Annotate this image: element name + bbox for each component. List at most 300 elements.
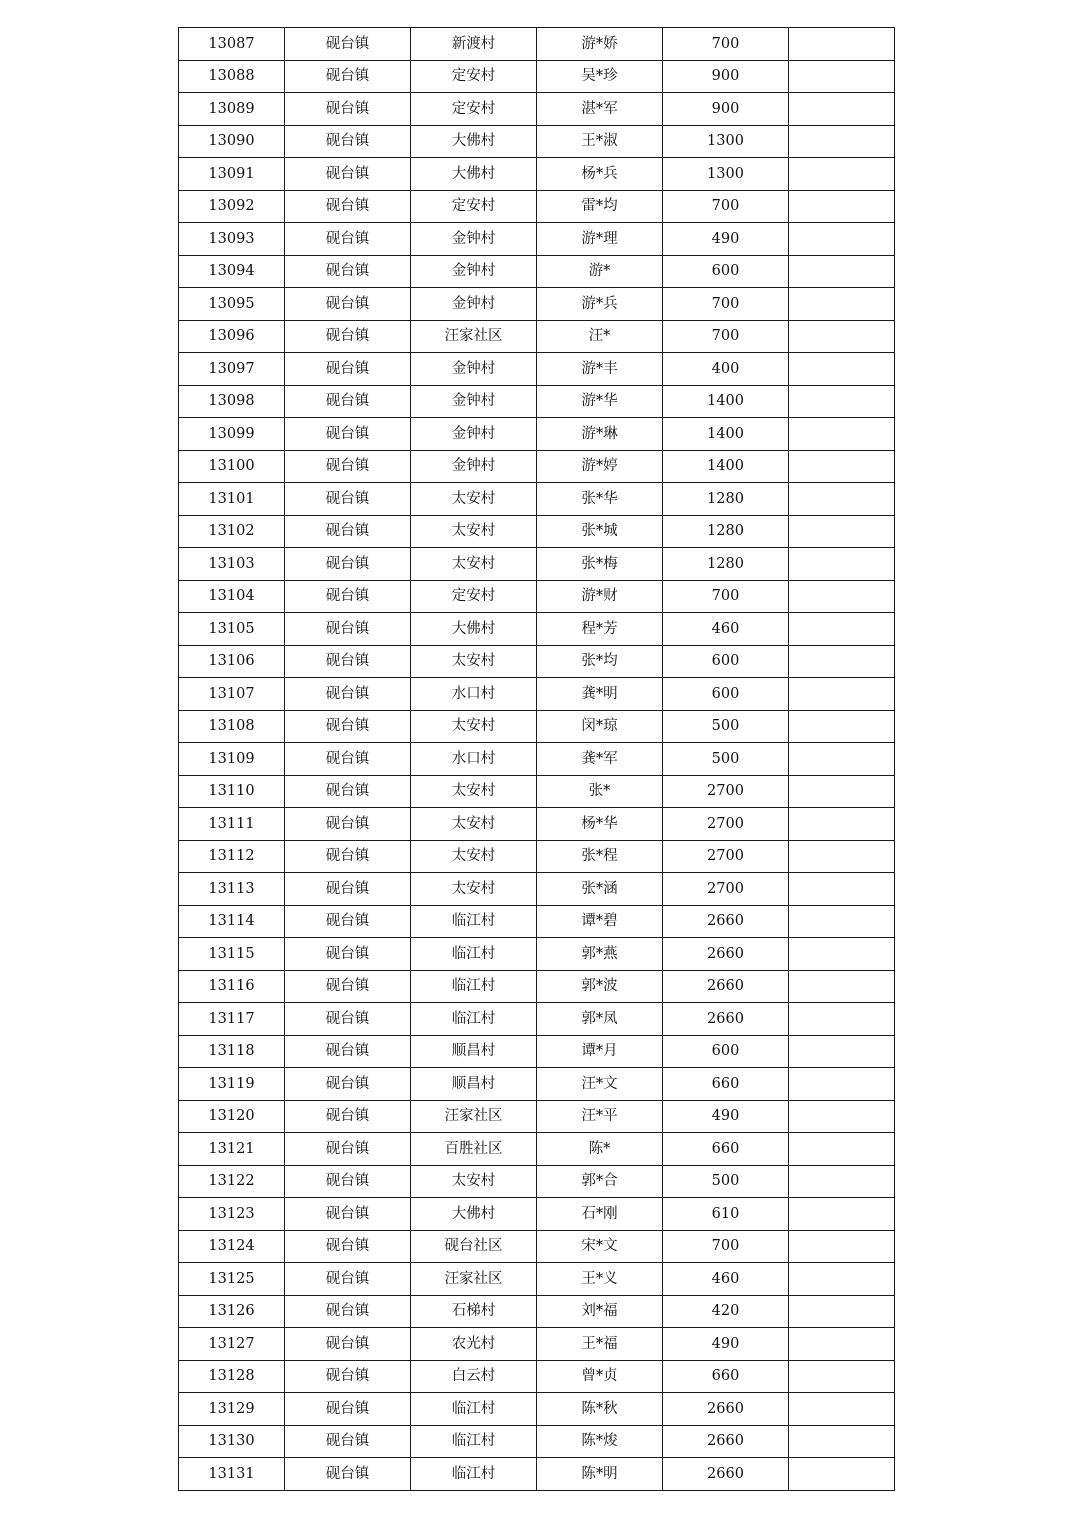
name-cell: 雷*均: [537, 190, 663, 223]
town-cell: 砚台镇: [285, 223, 411, 256]
amount-cell: 660: [663, 1133, 789, 1166]
town-cell: 砚台镇: [285, 548, 411, 581]
name-cell: 王*义: [537, 1263, 663, 1296]
serial-number-cell: 13107: [179, 678, 285, 711]
amount-cell: 700: [663, 320, 789, 353]
town-cell: 砚台镇: [285, 1295, 411, 1328]
serial-number-cell: 13118: [179, 1035, 285, 1068]
amount-cell: 500: [663, 1165, 789, 1198]
town-cell: 砚台镇: [285, 1425, 411, 1458]
note-cell: [789, 548, 895, 581]
amount-cell: 1400: [663, 450, 789, 483]
note-cell: [789, 1263, 895, 1296]
serial-number-cell: 13101: [179, 483, 285, 516]
town-cell: 砚台镇: [285, 93, 411, 126]
amount-cell: 490: [663, 1328, 789, 1361]
village-cell: 顺昌村: [411, 1035, 537, 1068]
amount-cell: 2660: [663, 1458, 789, 1491]
village-cell: 定安村: [411, 580, 537, 613]
serial-number-cell: 13103: [179, 548, 285, 581]
name-cell: 郭*燕: [537, 938, 663, 971]
serial-number-cell: 13108: [179, 710, 285, 743]
note-cell: [789, 1458, 895, 1491]
name-cell: 汪*文: [537, 1068, 663, 1101]
village-cell: 水口村: [411, 743, 537, 776]
amount-cell: 460: [663, 613, 789, 646]
village-cell: 太安村: [411, 873, 537, 906]
name-cell: 张*程: [537, 840, 663, 873]
note-cell: [789, 515, 895, 548]
town-cell: 砚台镇: [285, 1003, 411, 1036]
note-cell: [789, 255, 895, 288]
amount-cell: 2700: [663, 808, 789, 841]
note-cell: [789, 970, 895, 1003]
town-cell: 砚台镇: [285, 1230, 411, 1263]
amount-cell: 2660: [663, 938, 789, 971]
town-cell: 砚台镇: [285, 1393, 411, 1426]
village-cell: 定安村: [411, 60, 537, 93]
village-cell: 金钟村: [411, 353, 537, 386]
serial-number-cell: 13119: [179, 1068, 285, 1101]
serial-number-cell: 13112: [179, 840, 285, 873]
town-cell: 砚台镇: [285, 450, 411, 483]
serial-number-cell: 13099: [179, 418, 285, 451]
name-cell: 陈*: [537, 1133, 663, 1166]
amount-cell: 2700: [663, 873, 789, 906]
note-cell: [789, 158, 895, 191]
name-cell: 宋*文: [537, 1230, 663, 1263]
town-cell: 砚台镇: [285, 515, 411, 548]
table-body: [179, 28, 895, 1491]
table-row: [179, 1165, 895, 1198]
name-cell: 谭*碧: [537, 905, 663, 938]
serial-number-cell: 13102: [179, 515, 285, 548]
name-cell: 汪*平: [537, 1100, 663, 1133]
name-cell: 游*琳: [537, 418, 663, 451]
table-row: [179, 1295, 895, 1328]
town-cell: 砚台镇: [285, 1198, 411, 1231]
name-cell: 张*城: [537, 515, 663, 548]
town-cell: 砚台镇: [285, 1035, 411, 1068]
amount-cell: 500: [663, 710, 789, 743]
note-cell: [789, 353, 895, 386]
serial-number-cell: 13096: [179, 320, 285, 353]
town-cell: 砚台镇: [285, 710, 411, 743]
amount-cell: 500: [663, 743, 789, 776]
town-cell: 砚台镇: [285, 1100, 411, 1133]
amount-cell: 900: [663, 60, 789, 93]
note-cell: [789, 1068, 895, 1101]
name-cell: 游*理: [537, 223, 663, 256]
village-cell: 白云村: [411, 1360, 537, 1393]
name-cell: 游*华: [537, 385, 663, 418]
table-row: [179, 1393, 895, 1426]
amount-cell: 600: [663, 645, 789, 678]
town-cell: 砚台镇: [285, 840, 411, 873]
serial-number-cell: 13129: [179, 1393, 285, 1426]
table-row: [179, 970, 895, 1003]
table-row: [179, 190, 895, 223]
serial-number-cell: 13113: [179, 873, 285, 906]
name-cell: 游*兵: [537, 288, 663, 321]
village-cell: 大佛村: [411, 158, 537, 191]
serial-number-cell: 13106: [179, 645, 285, 678]
town-cell: 砚台镇: [285, 1068, 411, 1101]
village-cell: 汪家社区: [411, 1263, 537, 1296]
town-cell: 砚台镇: [285, 873, 411, 906]
amount-cell: 660: [663, 1068, 789, 1101]
serial-number-cell: 13110: [179, 775, 285, 808]
town-cell: 砚台镇: [285, 613, 411, 646]
town-cell: 砚台镇: [285, 190, 411, 223]
table-row: [179, 1068, 895, 1101]
name-cell: 龚*军: [537, 743, 663, 776]
table-row: [179, 385, 895, 418]
serial-number-cell: 13123: [179, 1198, 285, 1231]
village-cell: 定安村: [411, 93, 537, 126]
amount-cell: 600: [663, 1035, 789, 1068]
village-cell: 水口村: [411, 678, 537, 711]
name-cell: 杨*兵: [537, 158, 663, 191]
serial-number-cell: 13130: [179, 1425, 285, 1458]
serial-number-cell: 13126: [179, 1295, 285, 1328]
amount-cell: 2700: [663, 775, 789, 808]
town-cell: 砚台镇: [285, 938, 411, 971]
serial-number-cell: 13092: [179, 190, 285, 223]
village-cell: 太安村: [411, 840, 537, 873]
serial-number-cell: 13090: [179, 125, 285, 158]
serial-number-cell: 13131: [179, 1458, 285, 1491]
serial-number-cell: 13100: [179, 450, 285, 483]
town-cell: 砚台镇: [285, 320, 411, 353]
table-row: [179, 1328, 895, 1361]
note-cell: [789, 840, 895, 873]
town-cell: 砚台镇: [285, 1165, 411, 1198]
name-cell: 游*婷: [537, 450, 663, 483]
note-cell: [789, 93, 895, 126]
amount-cell: 420: [663, 1295, 789, 1328]
name-cell: 闵*琼: [537, 710, 663, 743]
amount-cell: 1280: [663, 483, 789, 516]
serial-number-cell: 13122: [179, 1165, 285, 1198]
village-cell: 太安村: [411, 710, 537, 743]
town-cell: 砚台镇: [285, 353, 411, 386]
serial-number-cell: 13114: [179, 905, 285, 938]
note-cell: [789, 1165, 895, 1198]
name-cell: 吴*珍: [537, 60, 663, 93]
village-cell: 临江村: [411, 1393, 537, 1426]
amount-cell: 1300: [663, 158, 789, 191]
village-cell: 汪家社区: [411, 320, 537, 353]
name-cell: 游*财: [537, 580, 663, 613]
note-cell: [789, 905, 895, 938]
note-cell: [789, 808, 895, 841]
serial-number-cell: 13091: [179, 158, 285, 191]
note-cell: [789, 1295, 895, 1328]
note-cell: [789, 288, 895, 321]
table-row: [179, 1198, 895, 1231]
village-cell: 百胜社区: [411, 1133, 537, 1166]
table-row: [179, 158, 895, 191]
serial-number-cell: 13097: [179, 353, 285, 386]
table-row: [179, 1100, 895, 1133]
table-row: [179, 840, 895, 873]
amount-cell: 700: [663, 28, 789, 61]
amount-cell: 2660: [663, 1425, 789, 1458]
table-row: [179, 1133, 895, 1166]
town-cell: 砚台镇: [285, 158, 411, 191]
name-cell: 郭*合: [537, 1165, 663, 1198]
village-cell: 石梯村: [411, 1295, 537, 1328]
town-cell: 砚台镇: [285, 418, 411, 451]
name-cell: 游*丰: [537, 353, 663, 386]
note-cell: [789, 1425, 895, 1458]
note-cell: [789, 1133, 895, 1166]
town-cell: 砚台镇: [285, 1458, 411, 1491]
amount-cell: 2660: [663, 905, 789, 938]
town-cell: 砚台镇: [285, 1133, 411, 1166]
village-cell: 金钟村: [411, 255, 537, 288]
name-cell: 王*淑: [537, 125, 663, 158]
village-cell: 大佛村: [411, 1198, 537, 1231]
town-cell: 砚台镇: [285, 125, 411, 158]
name-cell: 刘*福: [537, 1295, 663, 1328]
amount-cell: 490: [663, 223, 789, 256]
note-cell: [789, 1198, 895, 1231]
table-row: [179, 775, 895, 808]
name-cell: 张*涵: [537, 873, 663, 906]
note-cell: [789, 775, 895, 808]
amount-cell: 700: [663, 190, 789, 223]
note-cell: [789, 613, 895, 646]
village-cell: 定安村: [411, 190, 537, 223]
amount-cell: 700: [663, 288, 789, 321]
beneficiary-table: [178, 27, 895, 1491]
name-cell: 游*娇: [537, 28, 663, 61]
name-cell: 汪*: [537, 320, 663, 353]
name-cell: 郭*凤: [537, 1003, 663, 1036]
village-cell: 顺昌村: [411, 1068, 537, 1101]
table-row: [179, 125, 895, 158]
table-row: [179, 1458, 895, 1491]
town-cell: 砚台镇: [285, 483, 411, 516]
note-cell: [789, 938, 895, 971]
table-row: [179, 873, 895, 906]
town-cell: 砚台镇: [285, 288, 411, 321]
table-row: [179, 580, 895, 613]
amount-cell: 460: [663, 1263, 789, 1296]
amount-cell: 490: [663, 1100, 789, 1133]
serial-number-cell: 13117: [179, 1003, 285, 1036]
serial-number-cell: 13109: [179, 743, 285, 776]
serial-number-cell: 13089: [179, 93, 285, 126]
town-cell: 砚台镇: [285, 645, 411, 678]
village-cell: 临江村: [411, 1003, 537, 1036]
name-cell: 郭*波: [537, 970, 663, 1003]
note-cell: [789, 678, 895, 711]
table-row: [179, 710, 895, 743]
serial-number-cell: 13088: [179, 60, 285, 93]
table-row: [179, 1263, 895, 1296]
amount-cell: 400: [663, 353, 789, 386]
serial-number-cell: 13087: [179, 28, 285, 61]
table-row: [179, 320, 895, 353]
village-cell: 金钟村: [411, 450, 537, 483]
town-cell: 砚台镇: [285, 808, 411, 841]
village-cell: 太安村: [411, 645, 537, 678]
table-row: [179, 418, 895, 451]
village-cell: 临江村: [411, 905, 537, 938]
town-cell: 砚台镇: [285, 970, 411, 1003]
town-cell: 砚台镇: [285, 255, 411, 288]
amount-cell: 1300: [663, 125, 789, 158]
note-cell: [789, 743, 895, 776]
serial-number-cell: 13120: [179, 1100, 285, 1133]
name-cell: 石*刚: [537, 1198, 663, 1231]
amount-cell: 600: [663, 255, 789, 288]
amount-cell: 700: [663, 1230, 789, 1263]
serial-number-cell: 13124: [179, 1230, 285, 1263]
note-cell: [789, 1035, 895, 1068]
serial-number-cell: 13111: [179, 808, 285, 841]
note-cell: [789, 385, 895, 418]
note-cell: [789, 1328, 895, 1361]
name-cell: 程*芳: [537, 613, 663, 646]
table-row: [179, 288, 895, 321]
note-cell: [789, 190, 895, 223]
table-row: [179, 483, 895, 516]
serial-number-cell: 13128: [179, 1360, 285, 1393]
name-cell: 陈*焌: [537, 1425, 663, 1458]
table-row: [179, 808, 895, 841]
table-row: [179, 645, 895, 678]
serial-number-cell: 13094: [179, 255, 285, 288]
amount-cell: 1400: [663, 418, 789, 451]
village-cell: 金钟村: [411, 223, 537, 256]
table-row: [179, 1360, 895, 1393]
village-cell: 临江村: [411, 970, 537, 1003]
amount-cell: 1400: [663, 385, 789, 418]
village-cell: 金钟村: [411, 385, 537, 418]
village-cell: 金钟村: [411, 288, 537, 321]
serial-number-cell: 13127: [179, 1328, 285, 1361]
table-row: [179, 353, 895, 386]
note-cell: [789, 580, 895, 613]
village-cell: 大佛村: [411, 613, 537, 646]
table-row: [179, 905, 895, 938]
village-cell: 农光村: [411, 1328, 537, 1361]
name-cell: 张*梅: [537, 548, 663, 581]
table-row: [179, 450, 895, 483]
note-cell: [789, 483, 895, 516]
name-cell: 陈*秋: [537, 1393, 663, 1426]
table-row: [179, 1425, 895, 1458]
name-cell: 游*: [537, 255, 663, 288]
village-cell: 新渡村: [411, 28, 537, 61]
table-row: [179, 60, 895, 93]
serial-number-cell: 13104: [179, 580, 285, 613]
name-cell: 张*: [537, 775, 663, 808]
table-row: [179, 678, 895, 711]
village-cell: 太安村: [411, 1165, 537, 1198]
amount-cell: 660: [663, 1360, 789, 1393]
table-row: [179, 938, 895, 971]
table-row: [179, 93, 895, 126]
town-cell: 砚台镇: [285, 775, 411, 808]
name-cell: 张*均: [537, 645, 663, 678]
name-cell: 曾*贞: [537, 1360, 663, 1393]
table-row: [179, 255, 895, 288]
village-cell: 太安村: [411, 548, 537, 581]
town-cell: 砚台镇: [285, 385, 411, 418]
note-cell: [789, 28, 895, 61]
amount-cell: 1280: [663, 515, 789, 548]
amount-cell: 2660: [663, 1393, 789, 1426]
village-cell: 临江村: [411, 1458, 537, 1491]
serial-number-cell: 13095: [179, 288, 285, 321]
town-cell: 砚台镇: [285, 60, 411, 93]
town-cell: 砚台镇: [285, 580, 411, 613]
village-cell: 临江村: [411, 938, 537, 971]
village-cell: 太安村: [411, 775, 537, 808]
town-cell: 砚台镇: [285, 1263, 411, 1296]
village-cell: 太安村: [411, 483, 537, 516]
village-cell: 汪家社区: [411, 1100, 537, 1133]
table-row: [179, 743, 895, 776]
amount-cell: 600: [663, 678, 789, 711]
note-cell: [789, 125, 895, 158]
note-cell: [789, 450, 895, 483]
note-cell: [789, 418, 895, 451]
note-cell: [789, 1360, 895, 1393]
note-cell: [789, 1100, 895, 1133]
amount-cell: 2700: [663, 840, 789, 873]
table-row: [179, 28, 895, 61]
town-cell: 砚台镇: [285, 905, 411, 938]
table-row: [179, 1035, 895, 1068]
note-cell: [789, 710, 895, 743]
amount-cell: 2660: [663, 970, 789, 1003]
village-cell: 临江村: [411, 1425, 537, 1458]
serial-number-cell: 13105: [179, 613, 285, 646]
note-cell: [789, 320, 895, 353]
amount-cell: 900: [663, 93, 789, 126]
town-cell: 砚台镇: [285, 743, 411, 776]
serial-number-cell: 13093: [179, 223, 285, 256]
amount-cell: 2660: [663, 1003, 789, 1036]
town-cell: 砚台镇: [285, 28, 411, 61]
serial-number-cell: 13098: [179, 385, 285, 418]
name-cell: 杨*华: [537, 808, 663, 841]
serial-number-cell: 13115: [179, 938, 285, 971]
name-cell: 陈*明: [537, 1458, 663, 1491]
table-row: [179, 613, 895, 646]
town-cell: 砚台镇: [285, 1328, 411, 1361]
name-cell: 龚*明: [537, 678, 663, 711]
note-cell: [789, 1230, 895, 1263]
table-row: [179, 548, 895, 581]
note-cell: [789, 873, 895, 906]
table-row: [179, 223, 895, 256]
table-row: [179, 1230, 895, 1263]
note-cell: [789, 1003, 895, 1036]
table-row: [179, 1003, 895, 1036]
note-cell: [789, 223, 895, 256]
serial-number-cell: 13125: [179, 1263, 285, 1296]
village-cell: 金钟村: [411, 418, 537, 451]
village-cell: 太安村: [411, 808, 537, 841]
amount-cell: 1280: [663, 548, 789, 581]
